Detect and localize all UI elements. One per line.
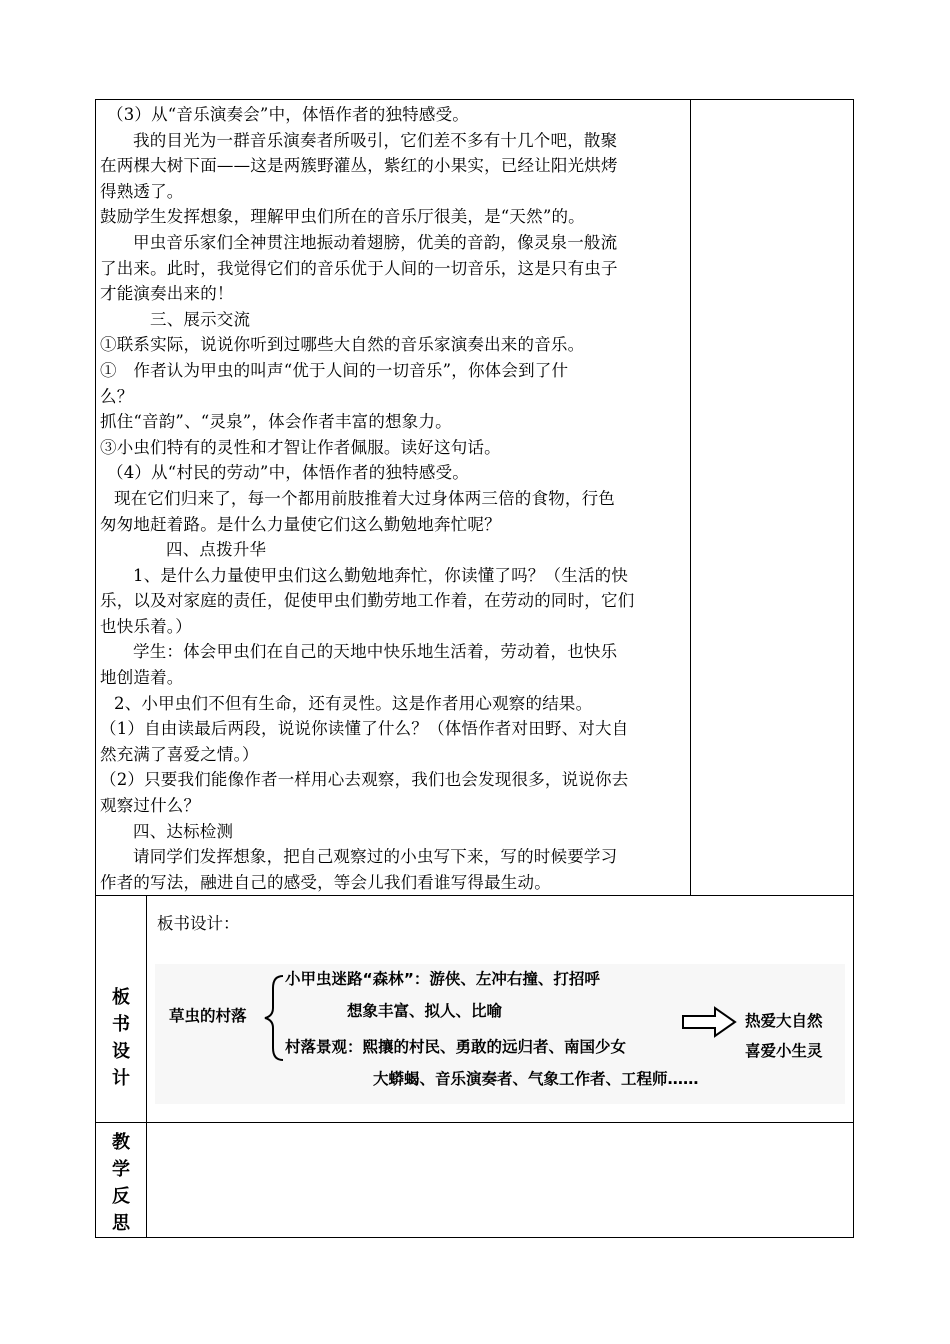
- board-root-text: 草虫的村落: [169, 1007, 247, 1026]
- text-line: 了出来。此时，我觉得它们的音乐优于人间的一切音乐，这是只有虫子: [100, 258, 618, 278]
- board-design-diagram: [155, 964, 845, 1104]
- text-line: 1、是什么力量使甲虫们这么勤勉地奔忙，你读懂了吗？（生活的快: [133, 565, 628, 585]
- text-line: 三、展示交流: [150, 309, 251, 329]
- text-line: （1）自由读最后两段，说说你读懂了什么？（体悟作者对田野、对大自: [100, 719, 629, 739]
- text-line: 地创造着。: [100, 668, 184, 688]
- text-line: 2、小甲虫们不但有生命，还有灵性。这是作者用心观察的结果。: [114, 693, 593, 713]
- text-line: （2）只要我们能像作者一样用心去观察，我们也会发现很多，说说你去: [100, 770, 629, 790]
- notes-cell: [691, 100, 854, 896]
- text-line: 甲虫音乐家们全神贯注地振动着翅膀，优美的音韵，像灵泉一般流: [133, 232, 618, 252]
- text-line: 四、点拨升华: [166, 540, 267, 560]
- reflection-cell: [147, 1123, 854, 1238]
- text-line: 然充满了喜爱之情。）: [100, 744, 259, 764]
- board-branch1-line1: 小甲虫迷路“森林”：游侠、左冲右撞、打招呼: [285, 970, 600, 989]
- text-line: （4）从“村民的劳动”中，体悟作者的独特感受。: [107, 463, 469, 483]
- board-result1: 热爱大自然: [745, 1012, 823, 1031]
- text-line: ① 作者认为甲虫的叫声“优于人间的一切音乐”，你体会到了什: [100, 360, 569, 380]
- text-line: 请同学们发挥想象，把自己观察过的小虫写下来，写的时候要学习: [133, 847, 618, 867]
- text-line: 抓住“音韵”、“灵泉”，体会作者丰富的想象力。: [100, 412, 452, 432]
- text-line: 学生：体会甲虫们在自己的天地中快乐地生活着，劳动着，也快乐: [133, 642, 618, 662]
- lesson-plan-table: [95, 99, 854, 1238]
- text-line: 我的目光为一群音乐演奏者所吸引，它们差不多有十几个吧，散聚: [133, 130, 618, 150]
- text-line: 么？: [100, 386, 134, 406]
- board-branch1-line2: 想象丰富、拟人、比喻: [347, 1002, 503, 1021]
- board-design-title: 板书设计：: [157, 914, 240, 934]
- teaching-process-text: [96, 100, 690, 895]
- board-result2: 喜爱小生灵: [745, 1042, 823, 1061]
- text-line: ①联系实际，说说你听到过哪些大自然的音乐家演奏出来的音乐。: [100, 335, 585, 355]
- board-branch2-line2: 大蟒蝎、音乐演奏者、气象工作者、工程师……: [373, 1070, 699, 1089]
- text-line: ③小虫们特有的灵性和才智让作者佩服。读好这句话。: [100, 437, 501, 457]
- text-line: 作者的写法，融进自己的感受，等会儿我们看谁写得最生动。: [100, 872, 551, 892]
- text-line: 才能演奏出来的！: [100, 284, 234, 304]
- text-line: 得熟透了。: [100, 181, 184, 201]
- text-line: 也快乐着。）: [100, 616, 192, 636]
- board-branch2-line1: 村落景观：熙攘的村民、勇敢的远归者、南国少女: [285, 1038, 627, 1057]
- text-line: 匆匆地赶着路。是什么力量使它们这么勤勉地奔忙呢？: [100, 514, 501, 534]
- text-line: 在两棵大树下面——这是两簇野灌丛，紫红的小果实，已经让阳光烘烤: [100, 156, 618, 176]
- text-line: 现在它们归来了，每一个都用前肢推着大过身体两三倍的食物，行色: [114, 488, 615, 508]
- teaching-process-cell: [96, 100, 691, 896]
- board-design-label: 板 书 设 计: [96, 896, 147, 1123]
- text-line: 四、达标检测: [133, 821, 234, 841]
- text-line: （3）从“音乐演奏会”中，体悟作者的独特感受。: [107, 105, 469, 124]
- board-design-cell: [147, 896, 854, 1123]
- reflection-label: 教 学 反 思: [96, 1123, 147, 1238]
- text-line: 鼓励学生发挥想象，理解甲虫们所在的音乐厅很美，是“天然”的。: [100, 207, 585, 227]
- text-line: 乐，以及对家庭的责任，促使甲虫们勤劳地工作着，在劳动的同时，它们: [100, 591, 635, 611]
- text-line: 观察过什么？: [100, 796, 201, 816]
